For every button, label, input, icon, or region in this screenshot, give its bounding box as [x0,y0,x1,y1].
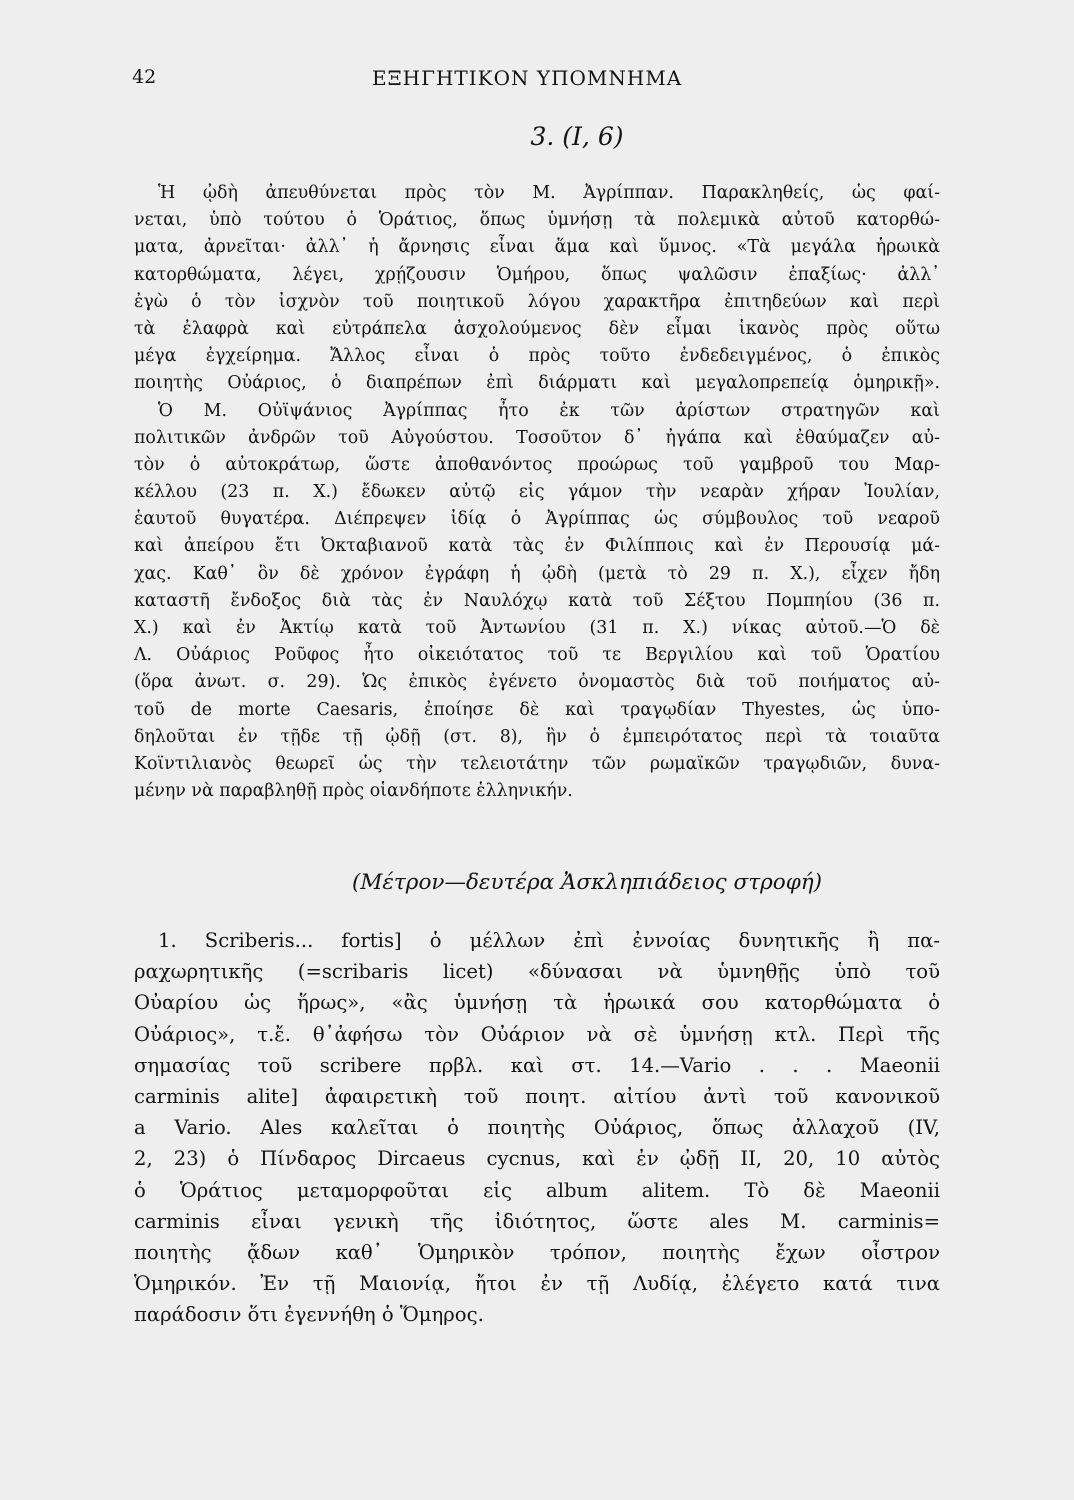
page-number: 42 [132,66,157,88]
line-notes [134,925,940,1330]
note-line: ποιητὴς ᾄδων καθ᾽ Ὁμηρικὸν τρόπον, ποιητὴς ἔχων οἶστρον [134,1240,940,1264]
note-line: Οὐάριος», τ.ἔ. θ᾽ἀφήσω τὸν Οὐάριον νὰ σὲ ὑμνήσῃ κτλ. Περὶ τῆς [134,1022,940,1046]
commentary-line: Ἡ ᾠδὴ ἀπευθύνεται πρὸς τὸν Μ. Ἀγρίππαν. Παρακληθείς, ὡς φαί- [158,183,940,203]
commentary-line: ἐγὼ ὁ τὸν ἰσχνὸν τοῦ ποιητικοῦ λόγου χαρακτῆρα ἐπιτηδεύων καὶ περὶ [134,291,940,312]
note-line: carminis alite] ἀφαιρετικὴ τοῦ ποιητ. αἰτίου ἀντὶ τοῦ κανονικοῦ [134,1084,940,1108]
commentary-line: τὰ ἐλαφρὰ καὶ εὐτράπελα ἀσχολούμενος δὲν εἶμαι ἱκανὸς πρὸς οὕτω [134,318,940,339]
page-header [132,66,932,100]
commentary-line: (ὅρα ἀνωτ. σ. 29). Ὡς ἐπικὸς ἐγένετο ὀνομαστὸς διὰ τοῦ ποιήματος αὐ- [134,672,940,693]
commentary-paragraphs [134,180,940,805]
note-line: 2, 23) ὁ Πίνδαρος Dircaeus cycnus, καὶ ἐν ᾠδῇ II, 20, 10 αὐτὸς [134,1147,940,1171]
commentary-line: καταστῆ ἔνδοξος διὰ τὰς ἐν Ναυλόχῳ κατὰ τοῦ Σέξτου Πομπηίου (36 π. [134,590,940,611]
note-line: a Vario. Ales καλεῖται ὁ ποιητὴς Οὐάριος, ὅπως ἀλλαχοῦ (IV, [134,1116,940,1140]
commentary-line: πολιτικῶν ἀνδρῶν τοῦ Αὐγούστου. Τοσοῦτον δ᾽ ἠγάπα καὶ ἐθαύμαζεν αὐ- [134,427,940,448]
section-heading-text: 3. (I, 6) [530,122,624,151]
commentary-line: τὸν ὁ αὐτοκράτωρ, ὥστε ἀποθανόντος προώρως τοῦ γαμβροῦ του Μαρ- [134,454,940,475]
commentary-line: τοῦ de morte Caesaris, ἐποίησε δὲ καὶ τραγῳδίαν Thyestes, ὡς ὑπο- [134,699,940,720]
commentary-line: δηλοῦται ἐν τῇδε τῇ ᾠδῇ (στ. 8), ἣν ὁ ἐμπειρότατος περὶ τὰ τοιαῦτα [134,726,940,747]
commentary-line: καὶ ἀπείρου ἔτι Ὀκταβιανοῦ κατὰ τὰς ἐν Φιλίπποις καὶ ἐν Περουσίᾳ μά- [134,536,940,557]
note-line: ὁ Ὁράτιος μεταμορφοῦται εἰς album alitem. Τὸ δὲ Maeonii [134,1178,940,1202]
commentary-line: μένην νὰ παραβληθῇ πρὸς οἱανδήποτε ἑλληνικήν. [134,781,573,802]
commentary-line: Λ. Οὐάριος Ροῦφος ἦτο οἰκειότατος τοῦ τε Βεργιλίου καὶ τοῦ Ὁρατίου [134,645,940,666]
commentary-line: Ὁ Μ. Οὐϊψάνιος Ἀγρίππας ἦτο ἐκ τῶν ἀρίστων στρατηγῶν καὶ [158,400,940,421]
note-line: παράδοσιν ὅτι ἐγεννήθη ὁ Ὅμηρος. [134,1303,484,1327]
note-line: carminis εἶναι γενικὴ τῆς ἰδιότητος, ὥστε ales M. carminis= [134,1209,940,1233]
note-line: σημασίας τοῦ scribere πρβλ. καὶ στ. 14.—Vario . . . Maeonii [134,1053,940,1077]
commentary-line: νεται, ὑπὸ τούτου ὁ Ὁράτιος, ὅπως ὑμνήσῃ τὰ πολεμικὰ αὐτοῦ κατορθώ- [134,210,940,231]
note-line: ραχωρητικῆς (=scribaris licet) «δύνασαι νὰ ὑμνηθῇς ὑπὸ τοῦ [134,960,940,984]
commentary-line: Χ.) καὶ ἐν Ἀκτίῳ κατὰ τοῦ Ἀντωνίου (31 π. Χ.) νίκας αὐτοῦ.—Ὁ δὲ [134,618,940,638]
section-heading [0,122,1074,151]
commentary-line: Κοϊντιλιανὸς θεωρεῖ ὡς τὴν τελειοτάτην τῶν ρωμαϊκῶν τραγῳδιῶν, δυνα- [134,753,940,774]
note-line: Ὁμηρικόν. Ἐν τῇ Μαιονίᾳ, ἤτοι ἐν τῇ Λυδίᾳ, ἐλέγετο κατά τινα [134,1272,940,1296]
commentary-line: κέλλου (23 π. Χ.) ἔδωκεν αὐτῷ εἰς γάμον τὴν νεαρὰν χήραν Ἰουλίαν, [134,482,940,503]
note-line: 1. Scriberis... fortis] ὁ μέλλων ἐπὶ ἐννοίας δυνητικῆς ἢ πα- [158,929,940,952]
running-title: ΕΞΗΓΗΤΙΚΟΝ ΥΠΟΜΝΗΜΑ [372,66,683,90]
commentary-line: μέγα ἐγχείρημα. Ἄλλος εἶναι ὁ πρὸς τοῦτο ἐνδεδειγμένος, ὁ ἐπικὸς [134,346,940,367]
commentary-line: ματα, ἀρνεῖται· ἀλλ᾽ ἡ ἄρνησις εἶναι ἅμα καὶ ὕμνος. «Τὰ μεγάλα ἡρωικὰ [134,237,940,258]
commentary-line: κατορθώματα, λέγει, χρῄζουσιν Ὁμήρου, ὅπως ψαλῶσιν ἐπαξίως· ἀλλ᾽ [134,264,940,285]
commentary-line: ἑαυτοῦ θυγατέρα. Διέπρεψεν ἰδίᾳ ὁ Ἀγρίππας ὡς σύμβουλος τοῦ νεαροῦ [134,509,940,530]
commentary-line: ποιητὴς Οὐάριος, ὁ διαπρέπων ἐπὶ διάρματι καὶ μεγαλοπρεπείᾳ ὁμηρικῇ». [134,373,940,394]
meter-heading [0,870,1074,895]
note-line: Οὐαρίου ὡς ἥρως», «ἂς ὑμνήσῃ τὰ ἡρωικά σου κατορθώματα ὁ [134,991,940,1015]
meter-heading-text: (Μέτρον—δευτέρα Ἀσκληπιάδειος στροφή) [351,870,823,895]
commentary-line: χας. Καθ᾽ ὃν δὲ χρόνον ἐγράφη ἡ ᾠδὴ (μετὰ τὸ 29 π. Χ.), εἶχεν ἤδη [134,563,940,584]
